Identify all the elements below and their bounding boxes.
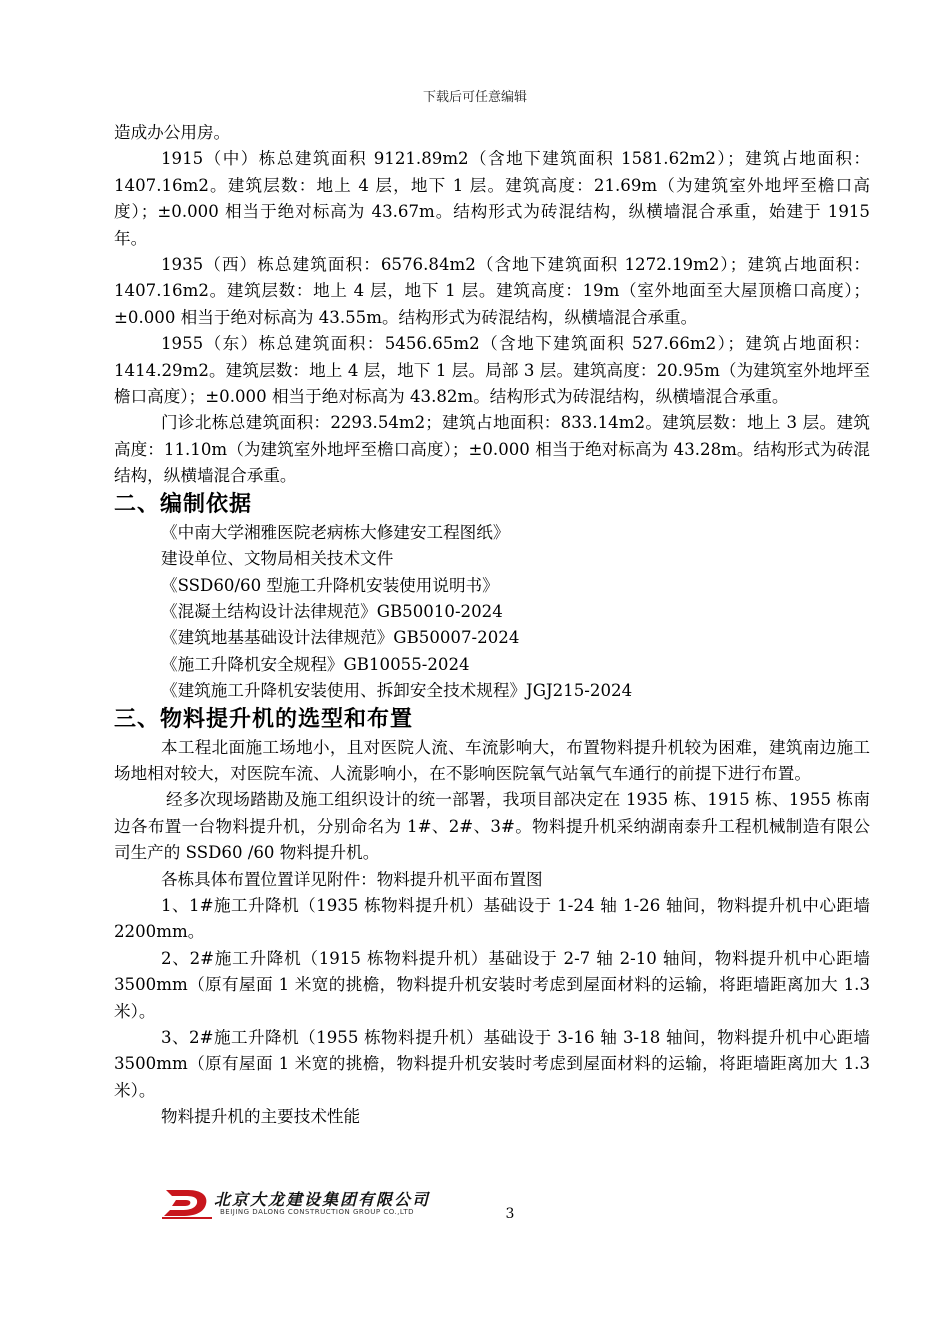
section-heading-hoist-layout: 三、物料提升机的选型和布置 <box>114 706 414 732</box>
paragraph-continuation: 造成办公用房。 <box>114 123 231 142</box>
paragraph-hoist-decision: 经多次现场踏勘及施工组织设计的统一部署，我项目部决定在 1935 栋、1915 栋、1955 栋南边各布置一台物料提升机，分别命名为 1#、2#、3#。物料提升机采纳湖南泰升工程机械制造有限公司生产的 SSD60 /60 物料提升机。 <box>114 790 870 863</box>
basis-list <box>114 520 870 705</box>
paragraph-hoist-2: 2、2#施工升降机（1915 栋物料提升机）基础设于 2-7 轴 2-10 轴间，物料提升机中心距墙 3500mm（原有屋面 1 米宽的挑檐，物料提升机安装时考虑到屋面材料的运输，将距墙距离加大 1.3 米）。 <box>114 948 870 1021</box>
basis-item: 建设单位、文物局相关技术文件 <box>161 549 394 569</box>
paragraph-site-conditions: 本工程北面施工场地小，且对医院人流、车流影响大，布置物料提升机较为困难，建筑南边施工场地相对较大，对医院车流、人流影响小，在不影响医院氧气站氧气车通行的前提下进行布置。 <box>114 737 870 783</box>
basis-item: 《建筑地基基础设计法律规范》GB50007-2024 <box>161 628 520 648</box>
logo-company-name-en: BEIJING DALONG CONSTRUCTION GROUP CO.,LTD <box>220 1208 414 1216</box>
paragraph-hoist-1: 1、1#施工升降机（1935 栋物料提升机）基础设于 1-24 轴 1-26 轴间，物料提升机中心距墙 2200mm。 <box>114 895 870 942</box>
paragraph-outpatient-north: 门诊北栋总建筑面积：2293.54m2；建筑占地面积：833.14m2。建筑层数：地上 3 层。建筑高度：11.10m（为建筑室外地坪至檐口高度）；±0.000 相当于绝对标高为 43.28m。结构形式为砖混结构，纵横墙混合承重。 <box>114 413 870 486</box>
page-header: 下载后可任意编辑 <box>422 90 527 105</box>
basis-item: 《中南大学湘雅医院老病栋大修建安工程图纸》 <box>161 522 510 542</box>
paragraph-building-1915: 1915（中）栋总建筑面积 9121.89m2（含地下建筑面积 1581.62m2）；建筑占地面积：1407.16m2。建筑层数：地上 4 层，地下 1 层。建筑高度：21.69m（为建筑室外地坪至檐口高度）；±0.000 相当于绝对标高为 43.67m。结构形式为砖混结构，纵横墙混合承重，始建于 1915 年。 <box>114 149 870 248</box>
basis-item: 《SSD60/60 型施工升降机安装使用说明书》 <box>161 575 499 595</box>
paragraph-building-1955: 1955（东）栋总建筑面积：5456.65m2（含地下建筑面积 527.66m2）；建筑占地面积：1414.29m2。建筑层数：地上 4 层，地下 1 层。局部 3 层。建筑高度：20.95m（为建筑室外地坪至檐口高度）；±0.000 相当于绝对标高为 43.82m。结构形式为砖混结构，纵横墙混合承重。 <box>114 334 870 407</box>
section-heading-basis: 二、编制依据 <box>114 491 253 517</box>
logo-company-name-cn: 北京大龙建设集团有限公司 <box>214 1190 431 1209</box>
basis-item: 《建筑施工升降机安装使用、拆卸安全技术规程》JGJ215-2024 <box>161 681 633 701</box>
paragraph-building-1935: 1935（西）栋总建筑面积：6576.84m2（含地下建筑面积 1272.19m2）；建筑占地面积：1407.16m2。建筑层数：地上 4 层，地下 1 层。建筑高度：19m（室外地面至大屋顶檐口高度）；±0.000 相当于绝对标高为 43.55m。结构形式为砖混结构，纵横墙混合承重。 <box>114 255 870 327</box>
basis-item: 《混凝土结构设计法律规范》GB50010-2024 <box>161 601 503 621</box>
page-number: 3 <box>505 1206 515 1222</box>
paragraph-hoist-3: 3、2#施工升降机（1955 栋物料提升机）基础设于 3-16 轴 3-18 轴间，物料提升机中心距墙 3500mm（原有屋面 1 米宽的挑檐，物料提升机安装时考虑到屋面材料的运输，将距墙距离加大 1.3 米）。 <box>114 1028 870 1100</box>
basis-item: 《施工升降机安全规程》GB10055-2024 <box>161 654 470 674</box>
paragraph-tech-performance: 物料提升机的主要技术性能 <box>161 1107 361 1127</box>
document-body <box>114 120 870 1131</box>
paragraph-layout-reference: 各栋具体布置位置详见附件：物料提升机平面布置图 <box>161 869 543 889</box>
